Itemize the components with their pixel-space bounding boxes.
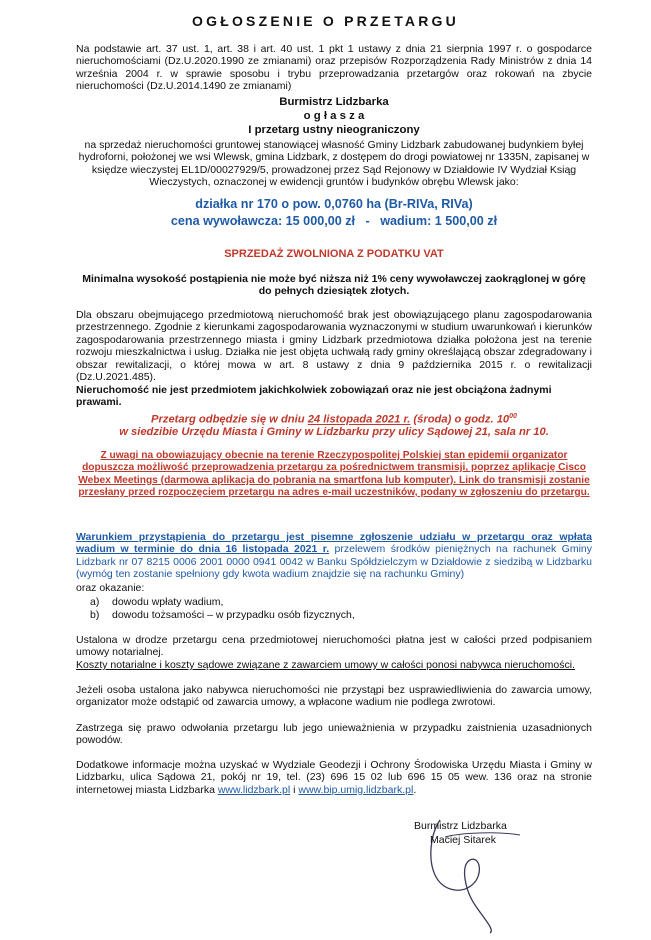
plot-details: działka nr 170 o pow. 0,0760 ha (Br-RIVa, RIVa) — [195, 197, 473, 211]
vat-exemption-notice: SPRZEDAŻ ZWOLNIONA Z PODATKU VAT — [224, 248, 444, 260]
tender-type-heading: I przetarg ustny nieograniczony — [248, 124, 420, 136]
property-description: na sprzedaż nieruchomości gruntowej stanowiącej własność Gminy Lidzbark zabudowanej budynkiem byłej hydroforni, położonej we wsi Wlewsk, gmina Lidzbark, z dostępem do drogi powiatowej nr 1335N, zapisanej w księdze wieczystej EL1D/00027929/5, prowadzonej przez Sąd Rejonowy w Działdowie IV Wydział Ksiąg Wieczystych, oznaczonej w ewidencji gruntów i budynków obrębu Wlewsk jako: — [78, 139, 590, 189]
signature-block — [400, 815, 600, 935]
remote-transmission-notice: Z uwagi na obowiązujący obecnie na terenie Rzeczypospolitej Polskiej stan epidemii organizator dopuszcza możliwość przeprowadzenia przetargu za pośrednictwem transmisji, poprzez aplikację Cisco Webex Meetings (darmowa aplikacja do pobrania na smartfona lub komputer). Link do transmisji zostanie przesłany przed rozpoczęciem przetargu na adres e-mail uczestników, podany w zgłoszeniu do przetargu. — [78, 450, 590, 498]
website-link[interactable]: www.lidzbark.pl — [217, 783, 291, 796]
reservation-paragraph: Zastrzega się prawo odwołania przetargu lub jego unieważnienia w przypadku zaistnienia uzasadnionych powodów. — [76, 722, 592, 747]
list-item: a) dowodu wpłaty wadium, — [90, 596, 224, 608]
contact-end: . — [413, 783, 417, 796]
price-details: cena wywoławcza: 15 000,00 zł - wadium: 1 500,00 zł — [170, 214, 498, 228]
contact-text: Dodatkowe informacje można uzyskać w Wydziale Geodezji i Ochrony Środowiska Urzędu Miasta i Gminy w Lidzbarku, ulica Sądowa 21, pokój nr 19, tel. (23) 696 15 02 lub 696 15 05 wew. 136 oraz na stronie internetowej miasta Lidzbarka — [76, 759, 592, 796]
contact-paragraph — [76, 759, 592, 796]
signature-name: Maciej Sitarek — [430, 834, 496, 846]
tender-time: (środa) o godz. 10 — [410, 413, 510, 426]
participation-condition — [76, 531, 592, 581]
minimum-increment-notice: Minimalna wysokość postąpienia nie może być niższa niż 1% ceny wywoławczej zaokrąglonej w górę do pełnych dziesiątek złotych. — [82, 273, 586, 298]
tender-time-minutes: 00 — [509, 413, 517, 420]
announces-heading: o g ł a s z a — [303, 110, 365, 122]
payment-paragraph: Ustalona w drodze przetargu cena przedmiotowej nieruchomości płatna jest w całości przed podpisaniem umowy notarialnej. — [76, 634, 592, 659]
list-item: b) dowodu tożsamości – w przypadku osób fizycznych, — [90, 609, 355, 622]
planning-paragraph: Dla obszaru obejmującego przedmiotową nieruchomość brak jest obowiązującego planu zagospodarowania przestrzennego. Zgodnie z kierunkami zagospodarowania wyznaczonymi w studium uwarunkowań i kierunków zagospodarowania przestrzennego miasta i gminy Lidzbark przedmiotowa działka położona jest na terenie rozwoju mieszkalnictwa i usług. Działka nie jest objęta uchwałą rady gminy określającą obszar zdegradowany i obszar rewitalizacji, o której mowa w art. 8 ustawy z dnia 9 października 2015 r. o rewitalizacji (Dz.U.2021.485). — [76, 309, 592, 384]
tender-date-prefix: Przetarg odbędzie się w dniu — [151, 413, 308, 426]
participation-condition-bold: Warunkiem przystąpienia do przetargu jest pisemne zgłoszenie udziału w przetargu oraz wpłata wadium w terminie do dnia 16 listopada 2021 r. — [76, 531, 592, 556]
no-show-paragraph: Jeżeli osoba ustalona jako nabywca nieruchomości nie przystąpi bez usprawiedliwienia do zawarcia umowy, organizator może odstąpić od zawarcia umowy, a wpłacone wadium nie podlega zwrotowi. — [76, 684, 592, 709]
encumbrance-notice: Nieruchomość nie jest przedmiotem jakichkolwiek zobowiązań oraz nie jest obciążona żadnymi prawami. — [76, 384, 552, 409]
page-title: OGŁOSZENIE O PRZETARGU — [192, 13, 459, 29]
tender-date: 24 listopada 2021 r. — [307, 413, 411, 426]
authority-heading: Burmistrz Lidzbarka — [279, 96, 389, 108]
tender-location-line: w siedzibie Urzędu Miasta i Gminy w Lidzbarku przy ulicy Sądowej 21, sala nr 10. — [119, 426, 549, 438]
bip-link[interactable]: www.bip.umig.lidzbark.pl — [298, 783, 414, 796]
documents-label: oraz okazanie: — [76, 582, 145, 594]
documents-list — [90, 596, 570, 622]
handwritten-signature-icon — [400, 815, 600, 935]
signature-title: Burmistrz Lidzbarka — [414, 820, 507, 832]
notary-costs-paragraph: Koszty notarialne i koszty sądowe związane z zawarciem umowy w całości ponosi nabywca nieruchomości. — [76, 659, 575, 671]
link-separator: i — [290, 783, 299, 796]
participation-condition-details: przelewem środków pieniężnych na rachunek Gminy Lidzbark nr 07 8215 0006 2001 0000 0941 0042 w Banku Spółdzielczym w Działdowie z siedzibą w Lidzbarku (wymóg ten zostanie spełniony gdy kwota wadium znajdzie się na rachunku Gminy) — [76, 543, 592, 581]
legal-basis-paragraph: Na podstawie art. 37 ust. 1, art. 38 i art. 40 ust. 1 pkt 1 ustawy z dnia 21 sierpnia 1997 r. o gospodarce nieruchomościami (Dz.U.2020.1990 ze zmianami) oraz przepisów Rozporządzenia Rady Ministrów z dnia 14 września 2004 r. w sprawie sposobu i trybu przeprowadzania przetargów oraz rokowań na zbycie nieruchomości (Dz.U.2014.1490 ze zmianami) — [76, 43, 592, 93]
